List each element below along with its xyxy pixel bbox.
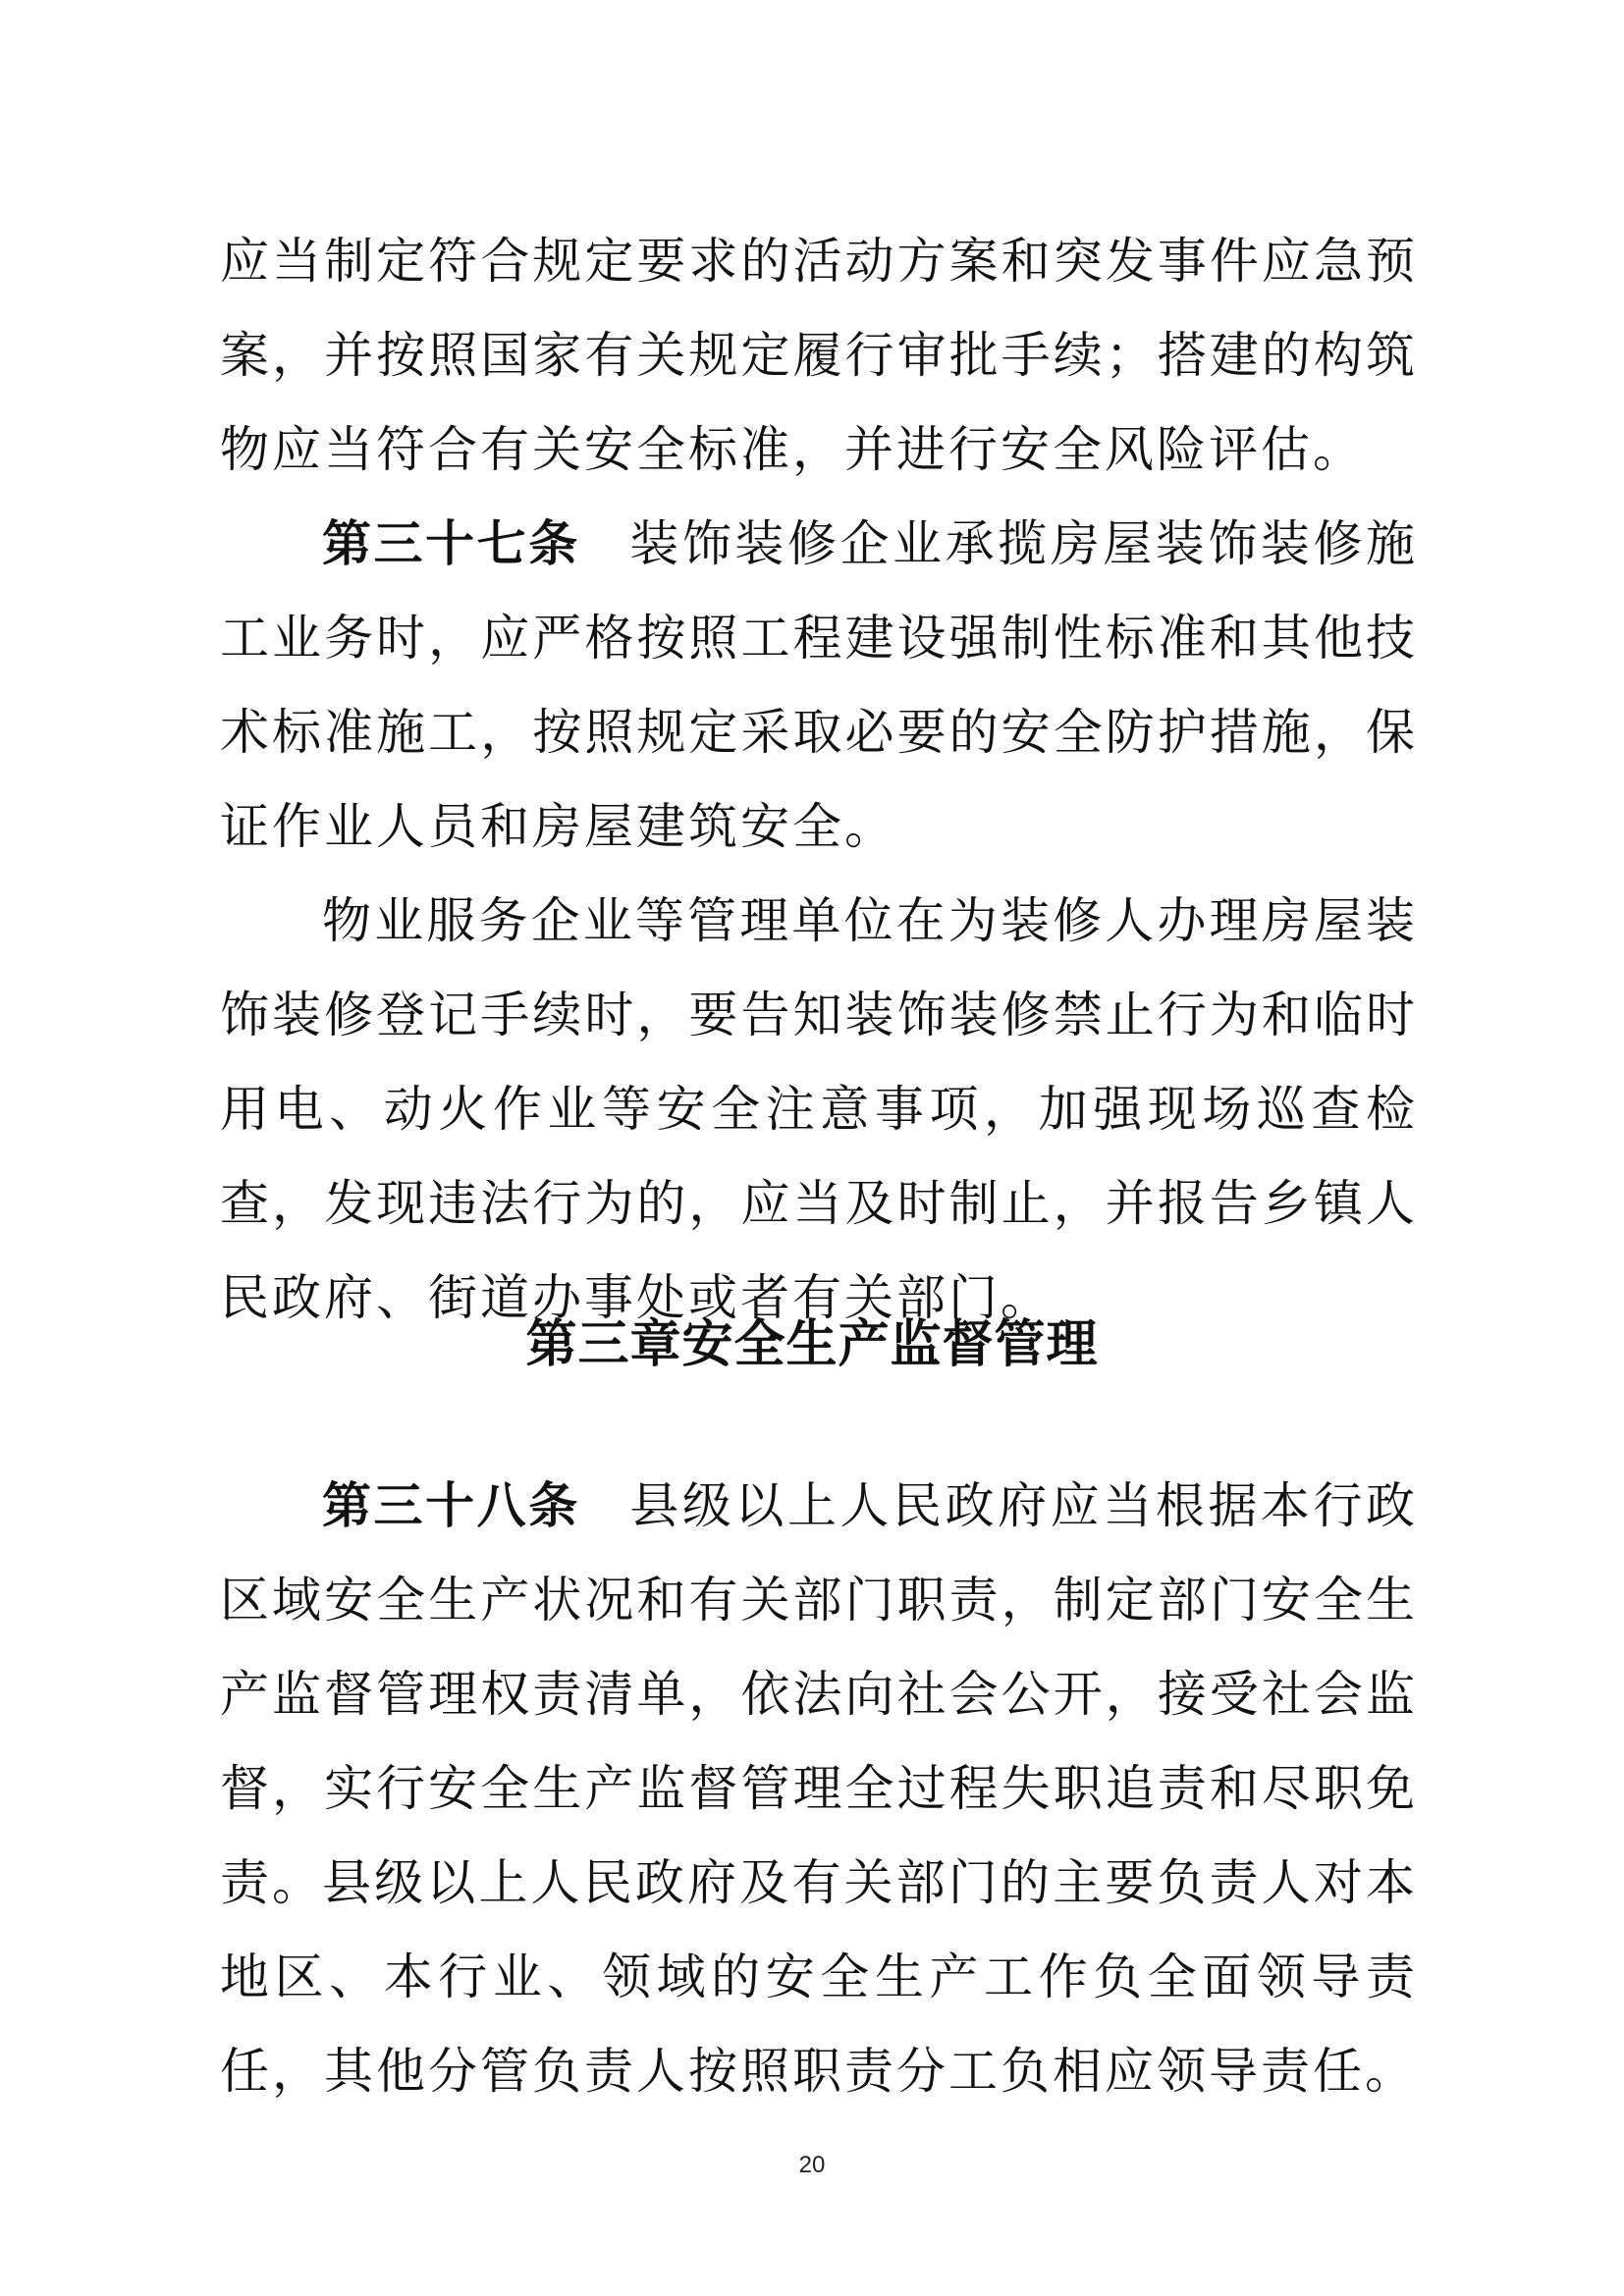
page-number: 20 [798,2152,826,2178]
article-37-paragraph [220,497,1418,874]
paragraph-text: 应当制定符合规定要求的活动方案和突发事件应急预案，并按照国家有关规定履行审批手续；搭建的构筑物应当符合有关安全标准，并进行安全风险评估。 [220,233,1418,478]
article-37-heading: 第三十七条 [322,515,580,572]
paragraph-leadership-responsibility [220,1836,1418,2118]
paragraph-text: 县级以上人民政府及有关部门的主要负责人对本地区、本行业、领域的安全生产工作负全面领导责任，其他分管负责人按照职责分工负相应领导责任。 [220,1854,1418,2100]
article-37-text: 装饰装修企业承揽房屋装饰装修施工业务时，应严格按照工程建设强制性标准和其他技术标准施工，按照规定采取必要的安全防护措施，保证作业人员和房屋建筑安全。 [220,515,1418,855]
chapter-title: 第三章安全生产监督管理 [525,1315,1099,1374]
article-38-heading: 第三十八条 [322,1477,580,1534]
paragraph-text: 物业服务企业等管理单位在为装修人办理房屋装饰装修登记手续时，要告知装饰装修禁止行为和临时用电、动火作业等安全注意事项，加强现场巡查检查，发现违法行为的，应当及时制止，并报告乡镇人民政府、街道办事处或者有关部门。 [220,892,1418,1326]
article-38-text: 县级以上人民政府应当根据本行政区域安全生产状况和有关部门职责，制定部门安全生产监督管理权责清单，依法向社会公开，接受社会监督，实行安全生产监督管理全过程失职追责和尽职免责。 [220,1477,1418,1911]
paragraph-property-services [220,874,1418,1345]
paragraph-activity-plan [220,214,1418,497]
